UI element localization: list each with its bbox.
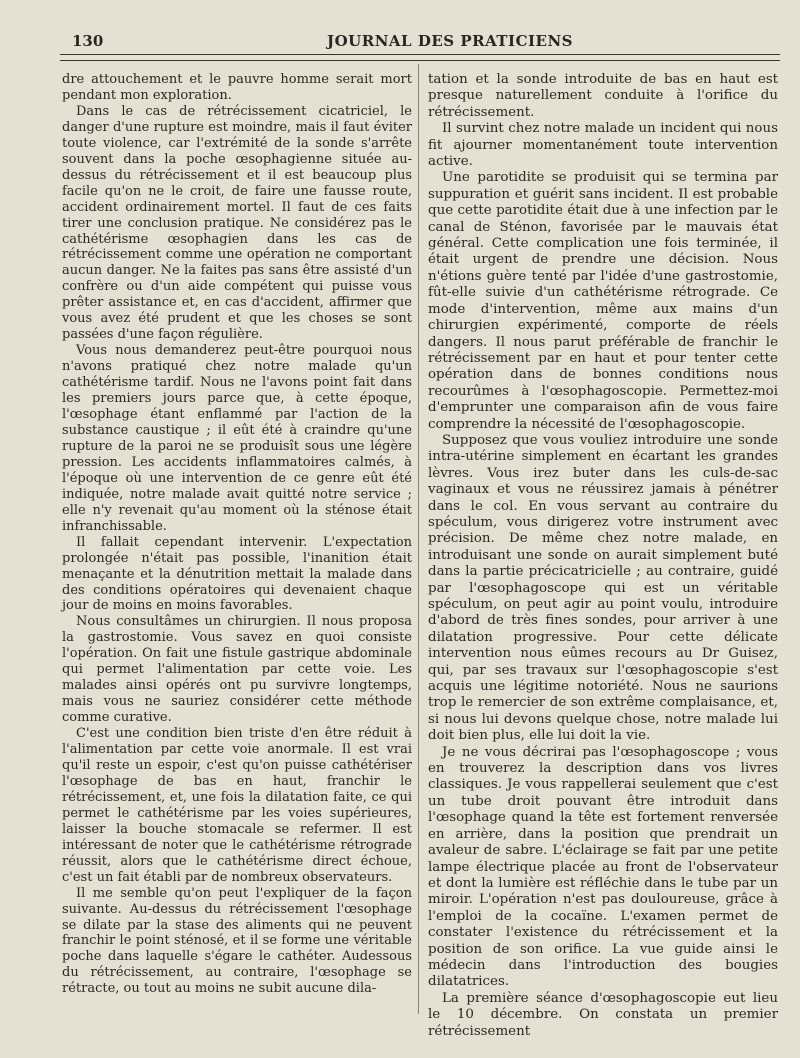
paragraph: C'est une condition bien triste d'en être réduit à l'alimentation par cette voie anormale. Il est vrai qu'il reste un espoir, c'est qu'on puisse cathétériser l'œsophage de bas en haut, franchir le rétrécissement, et, une fois la dilatation faite, ce qui permet le cathétérisme par les voies supérieures, laisser la bouche stomacale se refermer. Il est intéressant de noter que le cathétérisme rétrograde réussit, alors que le cathétérisme direct échoue, c'est un fait établi par de nombreux observateurs. — [62, 726, 412, 885]
paragraph: Supposez que vous vouliez introduire une sonde intra-utérine simplement en écartant les grandes lèvres. Vous irez buter dans les culs-de-sac vaginaux et vous ne réussirez jamais à pénétrer dans le col. En vous servant au contraire du spéculum, vous dirigerez votre instrument avec précision. De même chez notre malade, en introduisant une sonde on aurait simplement buté dans la partie précicatricielle ; au contraire, guidé par l'œsophagoscope qui est un véritable spéculum, on peut agir au point voulu, introduire d'abord de très fines sondes, pour arriver à une dilatation progressive. Pour cette délicate intervention nous eûmes recours au Dr Guisez, qui, par ses travaux sur l'œsophagoscopie s'est acquis une légitime notoriété. Nous ne saurions trop le remercier de son extrême complaisance, et, si nous lui devons quelque chose, notre malade lui doit bien plus, elle lui doit la vie. — [428, 432, 778, 744]
journal-title: JOURNAL DES PRATICIENS — [327, 32, 573, 50]
paragraph: Dans le cas de rétrécissement cicatriciel, le danger d'une rupture est moindre, mais il faut éviter toute violence, car l'extrémité de la sonde s'arrête souvent dans la poche œsophagienne située au-dessus du rétrécissement et il est beaucoup plus facile qu'on ne le croit, de faire une fausse route, accident ordinairement mortel. Il faut de ces faits tirer une conclusion pratique. Ne considérez pas le cathétérisme œsophagien dans les cas de rétrécissement comme une opération ne comportant aucun danger. Ne la faites pas sans être assisté d'un confrère ou d'un aide compétent qui puisse vous prêter assistance et, en cas d'accident, affirmer que vous avez été prudent et que les choses se sont passées d'une façon régulière. — [62, 103, 412, 343]
paragraph: Une parotidite se produisit qui se termina par suppuration et guérit sans incident. Il est probable que cette parotidite était due à une infection par le canal de Sténon, favorisée par le mauvais état général. Cette complication une fois terminée, il était urgent de prendre une décision. Nous n'étions guère tenté par l'idée d'une gastrostomie, fût-elle suivie d'un cathétérisme rétrograde. Ce mode d'intervention, même aux mains d'un chirurgien expérimenté, comporte de réels dangers. Il nous parut préférable de franchir le rétrécissement par en haut et pour tenter cette opération dans de bonnes conditions nous recourûmes à l'œsophagoscopie. Permettez-moi d'emprunter une comparaison afin de vous faire comprendre la nécessité de l'œsophagoscopie. — [428, 170, 778, 432]
paragraph: Vous nous demanderez peut-être pourquoi nous n'avons pratiqué chez notre malade qu'un cathétérisme tardif. Nous ne l'avons point fait dans les premiers jours parce que, à cette époque, l'œsophage étant enflammé par l'action de la substance caustique ; il eût été à craindre qu'une rupture de la paroi ne se produisît sous une légère pression. Les accidents inflammatoires calmés, à l'époque où une intervention de ce genre eût été indiquée, notre malade avait quitté notre service ; elle n'y revenait qu'au moment où la sténose était infranchissable. — [62, 343, 412, 534]
paragraph: Il me semble qu'on peut l'expliquer de la façon suivante. Au-dessus du rétrécissement l'œsophage se dilate par la stase des aliments qui ne peuvent franchir le point sténosé, et il se forme une véritable poche dans laquelle s'égare le cathéter. Audessous du rétrécissement, au contraire, l'œsophage se rétracte, ou tout au moins ne subit aucune dila- — [62, 885, 412, 997]
paragraph: Il survint chez notre malade un incident qui nous fit ajourner momentanément toute intervention active. — [428, 121, 778, 170]
paragraph: La première séance d'œsophagoscopie eut lieu le 10 décembre. On constata un premier rétrécissement — [428, 990, 778, 1039]
paragraph: tation et la sonde introduite de bas en haut est presque naturellement conduite à l'orifice du rétrécissement. — [428, 72, 778, 120]
right-column — [428, 72, 778, 1040]
page-number: 130 — [72, 32, 104, 50]
column-divider — [418, 64, 419, 1014]
paragraph: Je ne vous décrirai pas l'œsophagoscope ; vous en trouverez la description dans vos livres classiques. Je vous rappellerai seulement que c'est un tube droit pouvant être introduit dans l'œsophage quand la tête est fortement renversée en arrière, dans la position que prendrait un avaleur de sabre. L'éclairage se fait par une petite lampe électrique placée au front de l'observateur et dont la lumière est réfléchie dans le tube par un miroir. L'opération n'est pas douloureuse, grâce à l'emploi de la cocaïne. L'examen permet de constater l'existence du rétrécissement et la position de son orifice. La vue guide ainsi le médecin dans l'introduction des bougies dilatatrices. — [428, 744, 778, 990]
left-column — [62, 72, 412, 997]
paragraph: Nous consultâmes un chirurgien. Il nous proposa la gastrostomie. Vous savez en quoi consiste l'opération. On fait une fistule gastrique abdominale qui permet l'alimentation par cette voie. Les malades ainsi opérés ont pu survivre longtemps, mais vous ne sauriez considérer cette méthode comme curative. — [62, 614, 412, 726]
paragraph: dre attouchement et le pauvre homme serait mort pendant mon exploration. — [62, 72, 412, 103]
header-rule — [60, 60, 780, 61]
paragraph: Il fallait cependant intervenir. L'expectation prolongée n'était pas possible, l'inanition était menaçante et la dénutrition mettait la malade dans des conditions opératoires qui devenaient chaque jour de moins en moins favorables. — [62, 534, 412, 614]
running-header — [60, 30, 780, 55]
